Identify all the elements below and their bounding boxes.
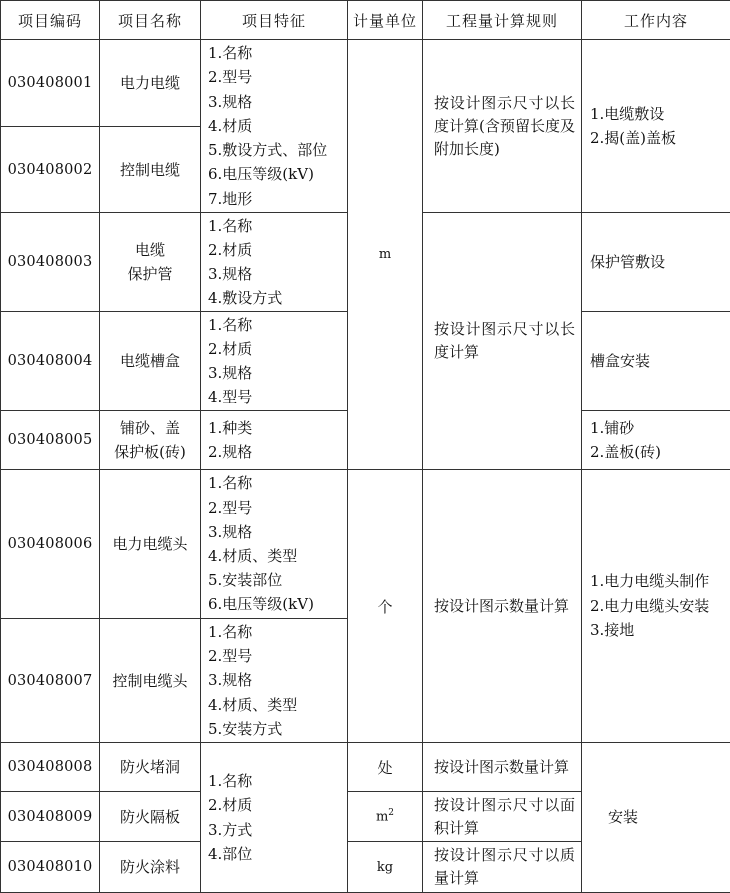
item-name: 防火隔板 [100, 792, 201, 842]
item-code: 030408004 [1, 312, 100, 411]
item-code: 030408003 [1, 213, 100, 312]
header-code: 项目编码 [1, 1, 100, 40]
item-code: 030408010 [1, 842, 100, 893]
calc-rule: 按设计图示尺寸以长度计算(含预留长度及附加长度) [423, 40, 582, 213]
item-name: 防火堵洞 [100, 743, 201, 792]
unit-cell: m [348, 40, 423, 470]
header-rule: 工程量计算规则 [423, 1, 582, 40]
item-code: 030408007 [1, 619, 100, 743]
header-unit: 计量单位 [348, 1, 423, 40]
work-content: 1.电力电缆头制作 2.电力电缆头安装 3.接地 [582, 470, 730, 743]
work-content: 安装 [582, 743, 730, 893]
header-row [1, 1, 730, 40]
header-work: 工作内容 [582, 1, 730, 40]
item-name: 铺砂、盖 保护板(砖) [100, 411, 201, 470]
item-code: 030408008 [1, 743, 100, 792]
item-code: 030408006 [1, 470, 100, 619]
header-features: 项目特征 [201, 1, 348, 40]
item-features: 1.名称 2.型号 3.规格 4.材质、类型 5.安装方式 [201, 619, 348, 743]
header-name: 项目名称 [100, 1, 201, 40]
calc-rule: 按设计图示尺寸以面积计算 [423, 792, 582, 842]
item-features: 1.名称 2.材质 3.规格 4.敷设方式 [201, 213, 348, 312]
item-features: 1.名称 2.型号 3.规格 4.材质、类型 5.安装部位 6.电压等级(kV) [201, 470, 348, 619]
table-row [1, 743, 730, 792]
item-code: 030408001 [1, 40, 100, 127]
unit-cell: 个 [348, 470, 423, 743]
work-content: 槽盒安装 [582, 312, 730, 411]
item-name: 控制电缆 [100, 127, 201, 213]
work-content: 保护管敷设 [582, 213, 730, 312]
item-code: 030408009 [1, 792, 100, 842]
item-code: 030408005 [1, 411, 100, 470]
unit-cell: 处 [348, 743, 423, 792]
item-name: 控制电缆头 [100, 619, 201, 743]
item-features: 1.种类 2.规格 [201, 411, 348, 470]
calc-rule: 按设计图示数量计算 [423, 470, 582, 743]
item-code: 030408002 [1, 127, 100, 213]
item-features: 1.名称 2.材质 3.规格 4.型号 [201, 312, 348, 411]
item-name: 电缆 保护管 [100, 213, 201, 312]
unit-cell: kg [348, 842, 423, 893]
calc-rule: 按设计图示数量计算 [423, 743, 582, 792]
item-features: 1.名称 2.材质 3.方式 4.部位 [201, 743, 348, 893]
item-name: 电力电缆 [100, 40, 201, 127]
calc-rule: 按设计图示尺寸以质量计算 [423, 842, 582, 893]
table-row [1, 470, 730, 619]
work-content: 1.铺砂 2.盖板(砖) [582, 411, 730, 470]
item-name: 电力电缆头 [100, 470, 201, 619]
item-name: 电缆槽盒 [100, 312, 201, 411]
work-content: 1.电缆敷设 2.揭(盖)盖板 [582, 40, 730, 213]
calc-rule: 按设计图示尺寸以长度计算 [423, 213, 582, 470]
item-features: 1.名称 2.型号 3.规格 4.材质 5.敷设方式、部位 6.电压等级(kV) 7.地形 [201, 40, 348, 213]
item-name: 防火涂料 [100, 842, 201, 893]
table-row [1, 40, 730, 127]
unit-cell: $m^2$ [348, 792, 423, 842]
